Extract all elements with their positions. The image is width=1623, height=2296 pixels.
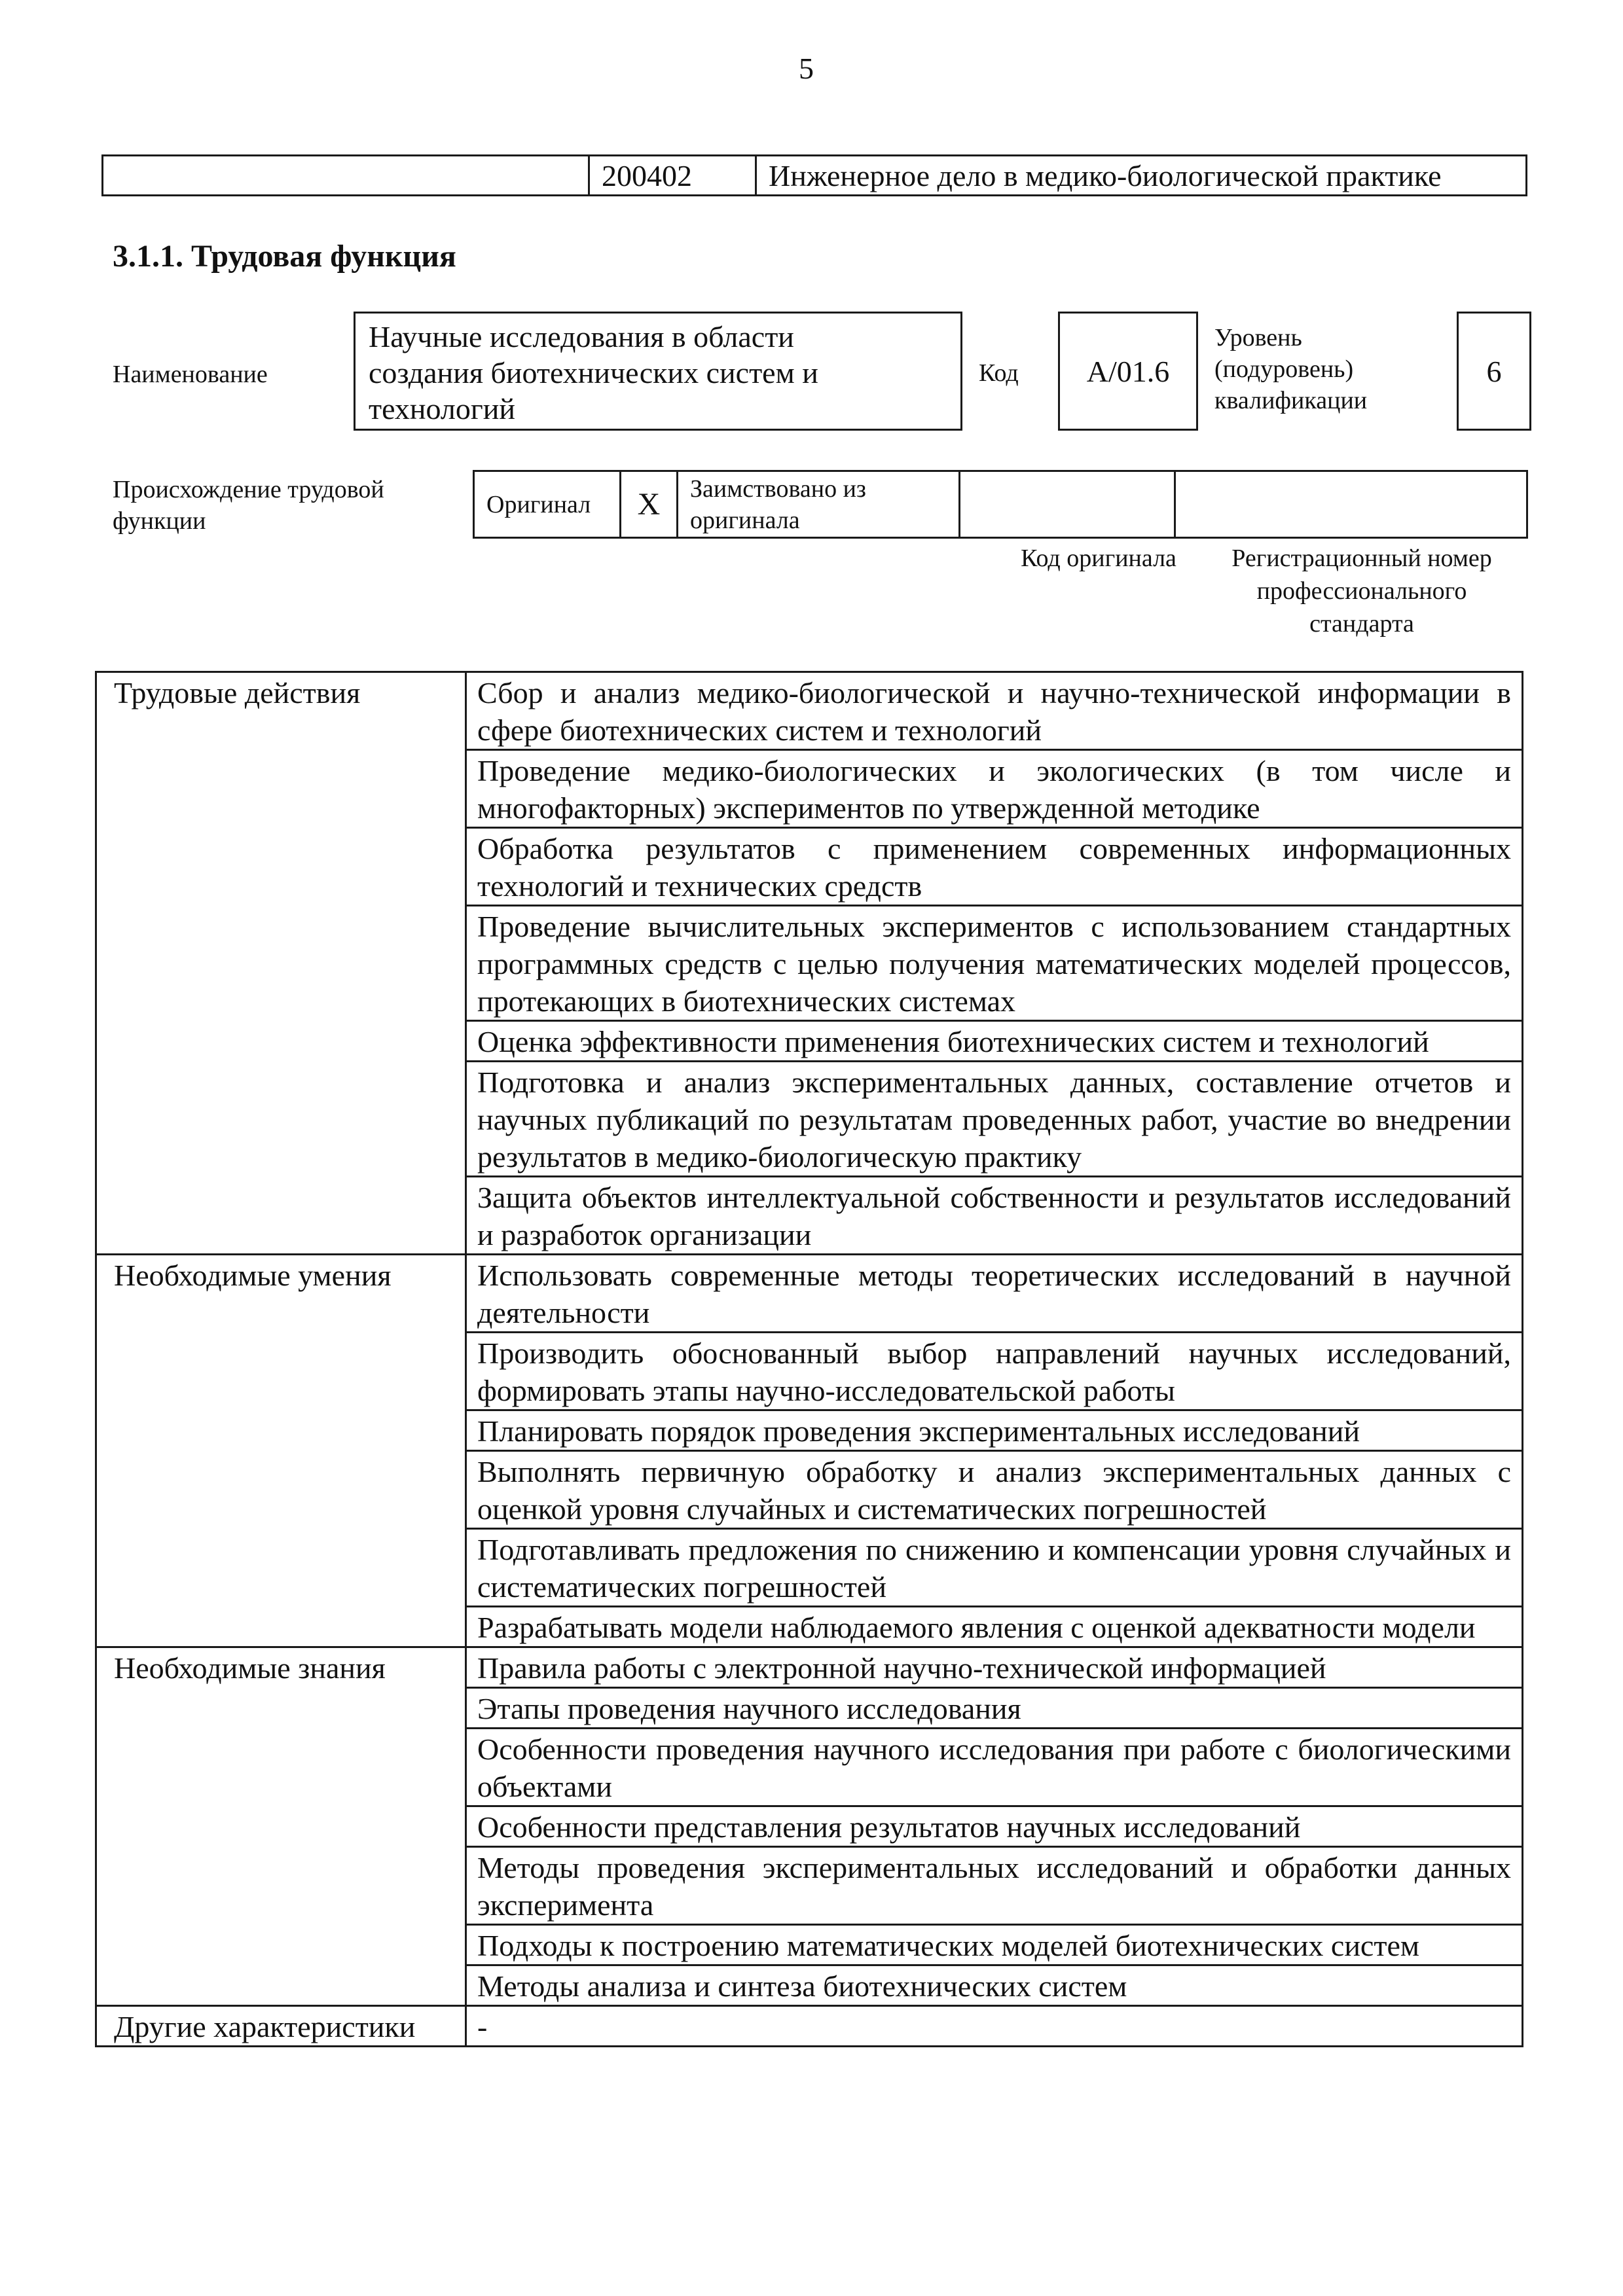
reg-number-caption — [1205, 542, 1519, 640]
origin-table — [473, 470, 1528, 539]
reg-number-cell — [1175, 471, 1527, 538]
section-heading: Другие характеристики — [96, 2006, 466, 2047]
specialty-table — [101, 154, 1527, 196]
borrowed-label-line: Заимствовано из — [690, 475, 866, 503]
origin-label-line: Происхождение трудовой — [113, 476, 384, 503]
original-code-cell — [960, 471, 1175, 538]
level-value: 6 — [1457, 312, 1531, 431]
section-item: Правила работы с электронной научно-технической информацией — [466, 1647, 1523, 1688]
section-item: Подготовка и анализ экспериментальных данных, составление отчетов и научных публикаций по результатам проведенных работ, участие во внедрении результатов в медико-биологическую практику — [466, 1062, 1523, 1177]
name-label: Наименование — [113, 361, 268, 388]
section-item: Подходы к построению математических моделей биотехнических систем — [466, 1925, 1523, 1965]
section-item: Обработка результатов с применением современных информационных технологий и технических средств — [466, 828, 1523, 906]
section-heading: Необходимые умения — [96, 1255, 466, 1647]
section-item: Проведение медико-биологических и экологических (в том числе и многофакторных) экспериментов по утвержденной методике — [466, 750, 1523, 828]
section-item: Сбор и анализ медико-биологической и научно-технической информации в сфере биотехнических систем и технологий — [466, 672, 1523, 750]
section-item: Этапы проведения научного исследования — [466, 1688, 1523, 1729]
borrowed-label-line: оригинала — [690, 506, 800, 534]
code-value: A/01.6 — [1058, 312, 1198, 431]
competency-table — [95, 671, 1523, 2047]
specialty-code: 200402 — [589, 156, 756, 196]
section-item: - — [466, 2006, 1523, 2047]
section-item: Защита объектов интеллектуальной собственности и результатов исследований и разработок организации — [466, 1177, 1523, 1255]
code-label: Код — [979, 359, 1019, 387]
table-row — [96, 1255, 1523, 1333]
name-value-box — [354, 312, 962, 431]
section-item: Методы проведения экспериментальных исследований и обработки данных эксперимента — [466, 1847, 1523, 1925]
table-row — [96, 2006, 1523, 2047]
name-value-line: Научные исследования в области — [369, 320, 794, 353]
original-label: Оригинал — [474, 471, 621, 538]
origin-label-line: функции — [113, 507, 206, 535]
specialty-empty-cell — [103, 156, 589, 196]
level-label-line: (подуровень) — [1214, 355, 1354, 383]
section-item: Планировать порядок проведения экспериментальных исследований — [466, 1410, 1523, 1451]
section-item: Проведение вычислительных экспериментов с использованием стандартных программных средств с целью получения математических моделей процессов, протекающих в биотехнических системах — [466, 906, 1523, 1021]
section-item: Использовать современные методы теоретических исследований в научной деятельности — [466, 1255, 1523, 1333]
section-item: Особенности проведения научного исследования при работе с биологическими объектами — [466, 1729, 1523, 1806]
section-item: Подготавливать предложения по снижению и компенсации уровня случайных и систематических погрешностей — [466, 1529, 1523, 1607]
name-value-line: создания биотехнических систем и — [369, 356, 818, 389]
section-item: Оценка эффективности применения биотехнических систем и технологий — [466, 1021, 1523, 1062]
section-item: Разрабатывать модели наблюдаемого явления с оценкой адекватности модели — [466, 1607, 1523, 1647]
section-title: 3.1.1. Трудовая функция — [113, 239, 456, 274]
section-item: Методы анализа и синтеза биотехнических систем — [466, 1965, 1523, 2006]
specialty-name: Инженерное дело в медико-биологической практике — [756, 156, 1527, 196]
section-item: Особенности представления результатов научных исследований — [466, 1806, 1523, 1847]
borrowed-label — [678, 471, 960, 538]
original-code-caption: Код оригинала — [1021, 545, 1176, 572]
section-item: Производить обоснованный выбор направлений научных исследований, формировать этапы научно-исследовательской работы — [466, 1333, 1523, 1410]
section-heading: Необходимые знания — [96, 1647, 466, 2006]
reg-number-caption-line: Регистрационный номер — [1231, 545, 1492, 572]
level-label-line: Уровень — [1214, 324, 1302, 351]
name-value-line: технологий — [369, 392, 515, 425]
table-row — [96, 1647, 1523, 1688]
level-label — [1214, 322, 1367, 416]
section-heading: Трудовые действия — [96, 672, 466, 1255]
reg-number-caption-line: стандарта — [1309, 610, 1414, 637]
level-label-line: квалификации — [1214, 387, 1368, 414]
origin-label — [113, 474, 384, 537]
page-number: 5 — [799, 52, 814, 85]
section-item: Выполнять первичную обработку и анализ экспериментальных данных с оценкой уровня случайных и систематических погрешностей — [466, 1451, 1523, 1529]
table-row — [96, 672, 1523, 750]
reg-number-caption-line: профессионального — [1256, 577, 1467, 605]
original-mark: X — [621, 471, 678, 538]
